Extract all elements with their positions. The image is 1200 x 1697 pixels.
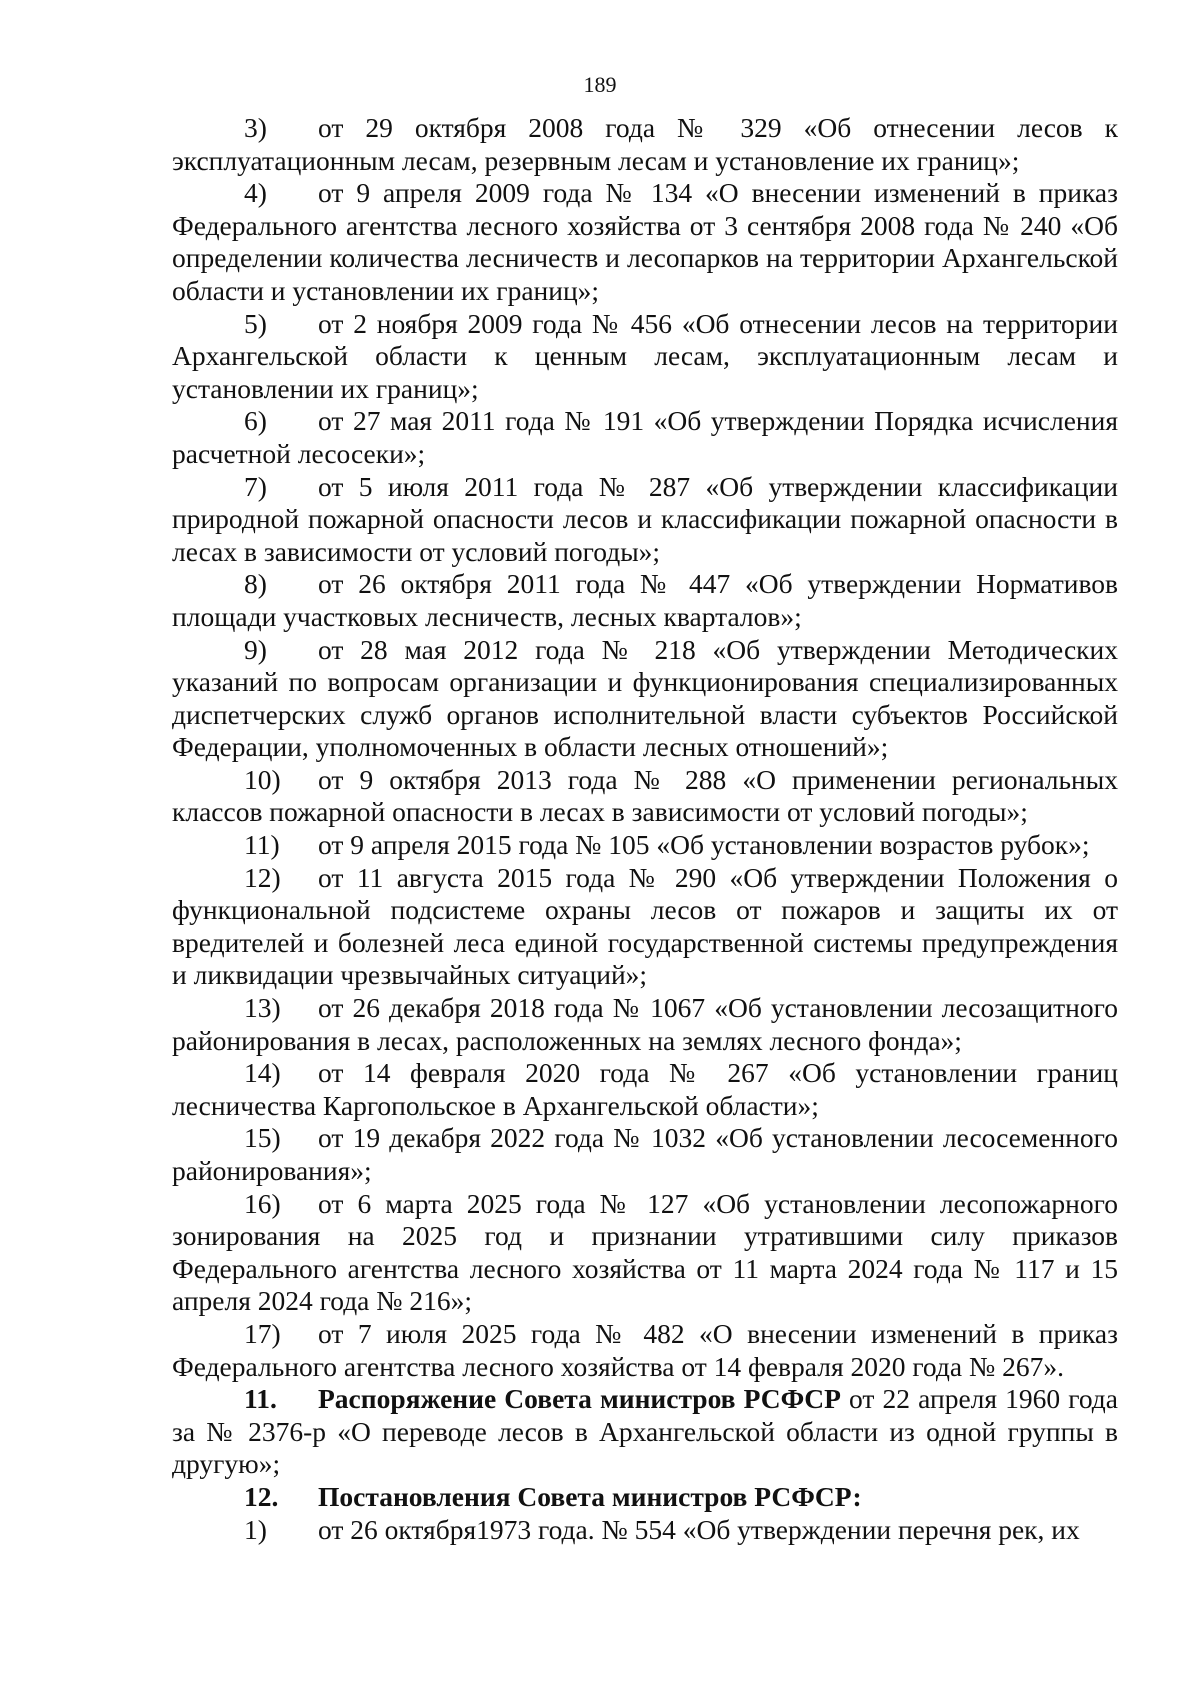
section-number: 11. <box>244 1383 277 1415</box>
item-number: 8) <box>244 568 267 600</box>
list-item <box>172 308 1118 406</box>
item-number: 1) <box>244 1513 267 1545</box>
item-number: 10) <box>244 763 281 795</box>
item-text: от 26 октября 2011 года № 447 «Об утверждении Нормативов площади участковых лесничеств, лесных кварталов»; <box>172 568 1118 632</box>
list-item <box>172 1188 1118 1318</box>
section-title: Постановления Совета министров РСФСР: <box>318 1480 862 1512</box>
item-number: 14) <box>244 1057 281 1089</box>
item-number: 15) <box>244 1122 281 1154</box>
item-text: от 29 октября 2008 года № 329 «Об отнесении лесов к эксплуатационным лесам, резервным лесам и установление их границ»; <box>172 112 1118 176</box>
page-number: 189 <box>583 72 617 97</box>
item-text: от 11 августа 2015 года № 290 «Об утверждении Положения о функциональной подсистеме охраны лесов от пожаров и защиты их от вредителей и болезней леса единой государственной системы предупреждения и ликвидации чрезвычайных ситуаций»; <box>172 861 1118 991</box>
section-11 <box>172 1383 1118 1481</box>
list-item <box>172 1514 1118 1547</box>
list-item <box>172 764 1118 829</box>
item-number: 17) <box>244 1317 281 1349</box>
document-body <box>172 112 1118 1546</box>
list-item <box>172 1122 1118 1187</box>
item-number: 11) <box>244 829 280 861</box>
item-text: от 26 октября1973 года. № 554 «Об утверждении перечня рек, их <box>318 1513 1080 1545</box>
section-title: Распоряжение Совета министров РСФСР <box>318 1383 841 1415</box>
item-text: от 9 апреля 2015 года № 105 «Об установлении возрастов рубок»; <box>318 829 1090 861</box>
item-text: от 19 декабря 2022 года № 1032 «Об установлении лесосеменного районирования»; <box>172 1122 1118 1186</box>
item-number: 7) <box>244 470 267 502</box>
item-text: от 14 февраля 2020 года № 267 «Об установлении границ лесничества Каргопольское в Архангельской области»; <box>172 1057 1118 1121</box>
item-text: от 28 мая 2012 года № 218 «Об утверждении Методических указаний по вопросам организации и функционирования специализированных диспетчерских служб органов исполнительной власти субъектов Российской Федерации, уполномоченных в области лесных отношений»; <box>172 633 1118 763</box>
list-item <box>172 405 1118 470</box>
item-number: 4) <box>244 177 267 209</box>
list-item <box>172 634 1118 764</box>
item-number: 6) <box>244 405 267 437</box>
list-item <box>172 568 1118 633</box>
item-text: от 2 ноября 2009 года № 456 «Об отнесении лесов на территории Архангельской области к ценным лесам, эксплуатационным лесам и установлении их границ»; <box>172 307 1118 404</box>
item-number: 12) <box>244 861 281 893</box>
list-item <box>172 862 1118 992</box>
section-number: 12. <box>244 1480 279 1512</box>
item-text: от 7 июля 2025 года № 482 «О внесении изменений в приказ Федерального агентства лесного хозяйства от 14 февраля 2020 года № 267». <box>172 1317 1118 1382</box>
item-text: от 26 декабря 2018 года № 1067 «Об установлении лесозащитного районирования в лесах, расположенных на землях лесного фонда»; <box>172 992 1118 1056</box>
item-text: от 5 июля 2011 года № 287 «Об утверждении классификации природной пожарной опасности лесов и классификации пожарной опасности в лесах в зависимости от условий погоды»; <box>172 470 1118 567</box>
item-text: от 6 марта 2025 года № 127 «Об установлении лесопожарного зонирования на 2025 год и признании утратившими силу приказов Федерального агентства лесного хозяйства от 11 марта 2024 года № 117 и 15 апреля 2024 года № 216»; <box>172 1187 1118 1317</box>
item-number: 9) <box>244 633 267 665</box>
item-number: 13) <box>244 992 281 1024</box>
item-text: от 27 мая 2011 года № 191 «Об утверждении Порядка исчисления расчетной лесосеки»; <box>172 405 1118 469</box>
list-item <box>172 992 1118 1057</box>
list-item <box>172 1057 1118 1122</box>
list-item <box>172 112 1118 177</box>
list-item <box>172 829 1118 862</box>
list-item <box>172 1318 1118 1383</box>
list-item <box>172 471 1118 569</box>
section-text: от 22 апреля 1960 года за № 2376-р «О переводе лесов в Архангельской области из одной группы в другую»; <box>172 1383 1118 1480</box>
item-number: 5) <box>244 307 267 339</box>
item-text: от 9 октября 2013 года № 288 «О применении региональных классов пожарной опасности в лесах в зависимости от условий погоды»; <box>172 763 1118 828</box>
item-text: от 9 апреля 2009 года № 134 «О внесении изменений в приказ Федерального агентства лесного хозяйства от 3 сентября 2008 года № 240 «Об определении количества лесничеств и лесопарков на территории Архангельской области и установлении их границ»; <box>172 177 1118 306</box>
list-item <box>172 177 1118 307</box>
item-number: 16) <box>244 1187 281 1219</box>
section-12 <box>172 1481 1118 1514</box>
item-number: 3) <box>244 112 267 143</box>
